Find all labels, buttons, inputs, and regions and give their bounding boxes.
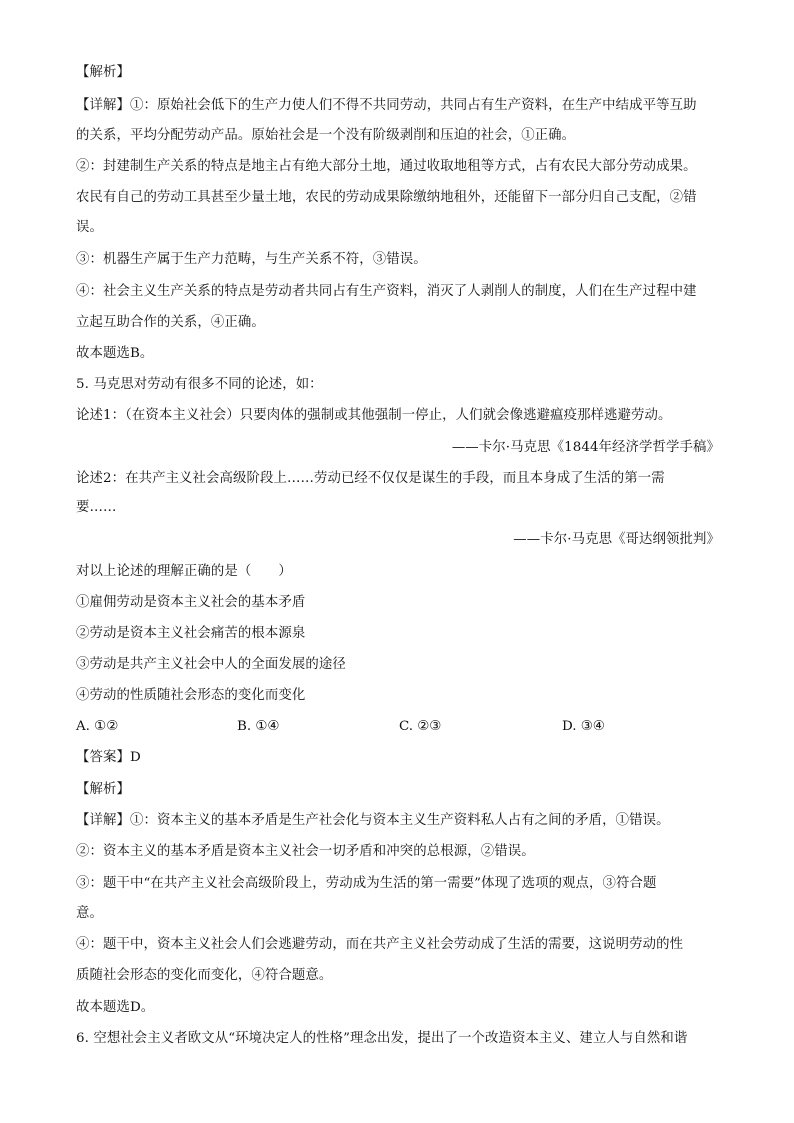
q5-detail-3b: 意。: [76, 906, 103, 921]
q4-detail-2b: 农民有自己的劳动工具甚至少量土地，农民的劳动成果除缴纳地租外，还能留下一部分归自己支配，②错: [76, 190, 697, 205]
q5-quote-1-source: ——卡尔·马克思《1844年经济学哲学手稿》: [451, 440, 720, 455]
q4-detail-4a: ④：社会主义生产关系的特点是劳动者共同占有生产资料，消灭了人剥削人的制度，人们在生产过程中建: [76, 284, 697, 299]
q4-detail-2c: 误。: [76, 220, 103, 235]
q5-quote-2a: 论述2：在共产主义社会高级阶段上……劳动已经不仅仅是谋生的手段，而且本身成了生活的第一需: [76, 471, 665, 486]
q4-detail-2a: ②：封建制生产关系的特点是地主占有绝大部分土地，通过收取地租等方式，占有农民大部分劳动成果。: [76, 159, 697, 174]
q5-detail-1: 【详解】①：资本主义的基本矛盾是生产社会化与资本主义生产资料私人占有之间的矛盾，①错误。: [76, 813, 670, 828]
q5-answer: 【答案】D: [76, 750, 141, 765]
q4-conclusion: 故本题选B。: [76, 346, 154, 361]
q5-item-1: ①雇佣劳动是资本主义社会的基本矛盾: [76, 595, 306, 610]
q5-detail-3a: ③：题干中“在共产主义社会高级阶段上，劳动成为生活的第一需要”体现了选项的观点，③符合题: [76, 876, 657, 891]
q5-item-4: ④劳动的性质随社会形态的变化而变化: [76, 688, 306, 703]
q5-analysis-heading: 【解析】: [76, 782, 130, 797]
q5-detail-4b: 质随社会形态的变化而变化，④符合题意。: [76, 968, 333, 983]
q5-option-c: C. ②③: [399, 719, 442, 734]
q5-quote-1: 论述1：（在资本主义社会）只要肉体的强制或其他强制一停止，人们就会像逃避瘟疫那样逃避劳动。: [76, 408, 672, 423]
q5-conclusion: 故本题选D。: [76, 1000, 155, 1015]
q4-detail-3: ③：机器生产属于生产力范畴，与生产关系不符，③错误。: [76, 252, 427, 267]
q4-detail-1b: 的关系，平均分配劳动产品。原始社会是一个没有阶级剥削和压迫的社会，①正确。: [76, 128, 576, 143]
q5-stem: 5. 马克思对劳动有很多不同的论述，如：: [76, 377, 323, 392]
q4-analysis-heading: 【解析】: [76, 65, 130, 80]
q5-option-a: A. ①②: [76, 719, 119, 734]
q4-detail-4b: 立起互助合作的关系，④正确。: [76, 315, 265, 330]
q5-detail-4a: ④：题干中，资本主义社会人们会逃避劳动，而在共产主义社会劳动成了生活的需要，这说明劳动的性: [76, 937, 684, 952]
q5-item-3: ③劳动是共产主义社会中人的全面发展的途径: [76, 657, 346, 672]
q5-option-d: D. ③④: [562, 719, 605, 734]
q5-quote-2b: 要……: [76, 500, 117, 515]
q6-stem: 6. 空想社会主义者欧文从“环境决定人的性格”理念出发，提出了一个改造资本主义、建立人与自然和谐: [76, 1031, 688, 1046]
q5-option-b: B. ①④: [237, 719, 280, 734]
q5-quote-2-source: ——卡尔·马克思《哥达纲领批判》: [513, 532, 720, 547]
q4-detail-1a: 【详解】①：原始社会低下的生产力使人们不得不共同劳动，共同占有生产资料，在生产中结成平等互助: [76, 98, 697, 113]
q5-item-2: ②劳动是资本主义社会痛苦的根本源泉: [76, 626, 306, 641]
q5-detail-2: ②：资本主义的基本矛盾是资本主义社会一切矛盾和冲突的总根源，②错误。: [76, 844, 535, 859]
q5-question: 对以上论述的理解正确的是（ ）: [76, 564, 292, 579]
